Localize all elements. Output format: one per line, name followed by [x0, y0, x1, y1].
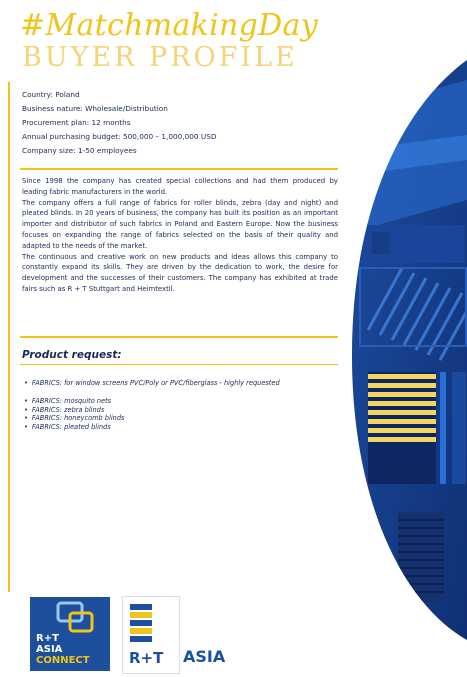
company-info	[22, 88, 216, 158]
list-item	[24, 423, 124, 432]
description-paragraph-1: Since 1998 the company has created special collections and had them produced by leading fabric manufacturers in the world.	[22, 177, 338, 196]
list-item-label: FABRICS: honeycomb blinds	[31, 414, 125, 423]
bullet-icon: •	[24, 379, 28, 387]
logo-rt-text: R+T	[36, 633, 59, 644]
rt-asia-connect-logo	[30, 597, 110, 671]
list-item-label: FABRICS: mosquito nets	[31, 397, 112, 405]
bullet-icon: •	[24, 414, 28, 423]
business-nature-line: Business nature: Wholesale/Distribution	[22, 104, 168, 113]
list-item	[24, 406, 124, 415]
product-request-list	[24, 397, 124, 431]
product-request-title: Product request:	[22, 349, 122, 361]
logo-asia-text: ASIA	[36, 644, 63, 655]
description-paragraph-2: The company offers a full range of fabrics for roller blinds, zebra (day and night) and pleated blinds. In 20 years of business, the company has built its position as an important importer and distributor of such fabrics in Poland and Eastern Europe. Now the business focuses on expanding the range of fabrics selected on the basis of their quality and adapted to the needs of the market.	[22, 198, 338, 250]
list-item-label: FABRICS: for window screens PVC/Poly or PVC/fiberglass - highly requested	[31, 379, 280, 387]
product-request-highlight	[24, 379, 280, 388]
budget-line: Annual purchasing budget: 500,000 – 1,000,000 USD	[22, 132, 217, 141]
description-paragraph-3: The continuous and creative work on new products and ideas allows this company to constantly expand its skills. They are driven by the dedication to work, the desire for development and the successes of their customers. The company has exhibited at trade fairs such as R + T Stuttgart and Heimtextil.	[22, 252, 338, 293]
list-item-label: FABRICS: pleated blinds	[31, 422, 111, 431]
rt-logo-mark	[122, 596, 180, 674]
bullet-icon: •	[24, 422, 28, 431]
rt-mark-text: R+T	[129, 649, 164, 667]
divider-bottom	[20, 336, 338, 338]
list-item	[24, 379, 280, 388]
list-item-label: FABRICS: zebra blinds	[31, 405, 105, 414]
divider-top	[20, 168, 338, 170]
procurement-plan-line: Procurement plan: 12 months	[22, 118, 131, 127]
bullet-icon: •	[24, 397, 28, 405]
list-item	[24, 397, 124, 406]
logo-connect-text: CONNECT	[36, 655, 90, 666]
product-request-underline	[20, 364, 338, 365]
hashtag-title: #MatchmakingDay	[20, 8, 318, 43]
rt-asia-text: ASIA	[183, 647, 226, 666]
country-line: Country: Poland	[22, 90, 80, 99]
company-description	[22, 176, 338, 295]
buyer-profile-heading: BUYER PROFILE	[22, 42, 298, 73]
list-item	[24, 414, 124, 423]
company-size-line: Company size: 1-50 employees	[22, 146, 137, 155]
left-accent-rule	[8, 82, 10, 592]
bullet-icon: •	[24, 405, 28, 414]
